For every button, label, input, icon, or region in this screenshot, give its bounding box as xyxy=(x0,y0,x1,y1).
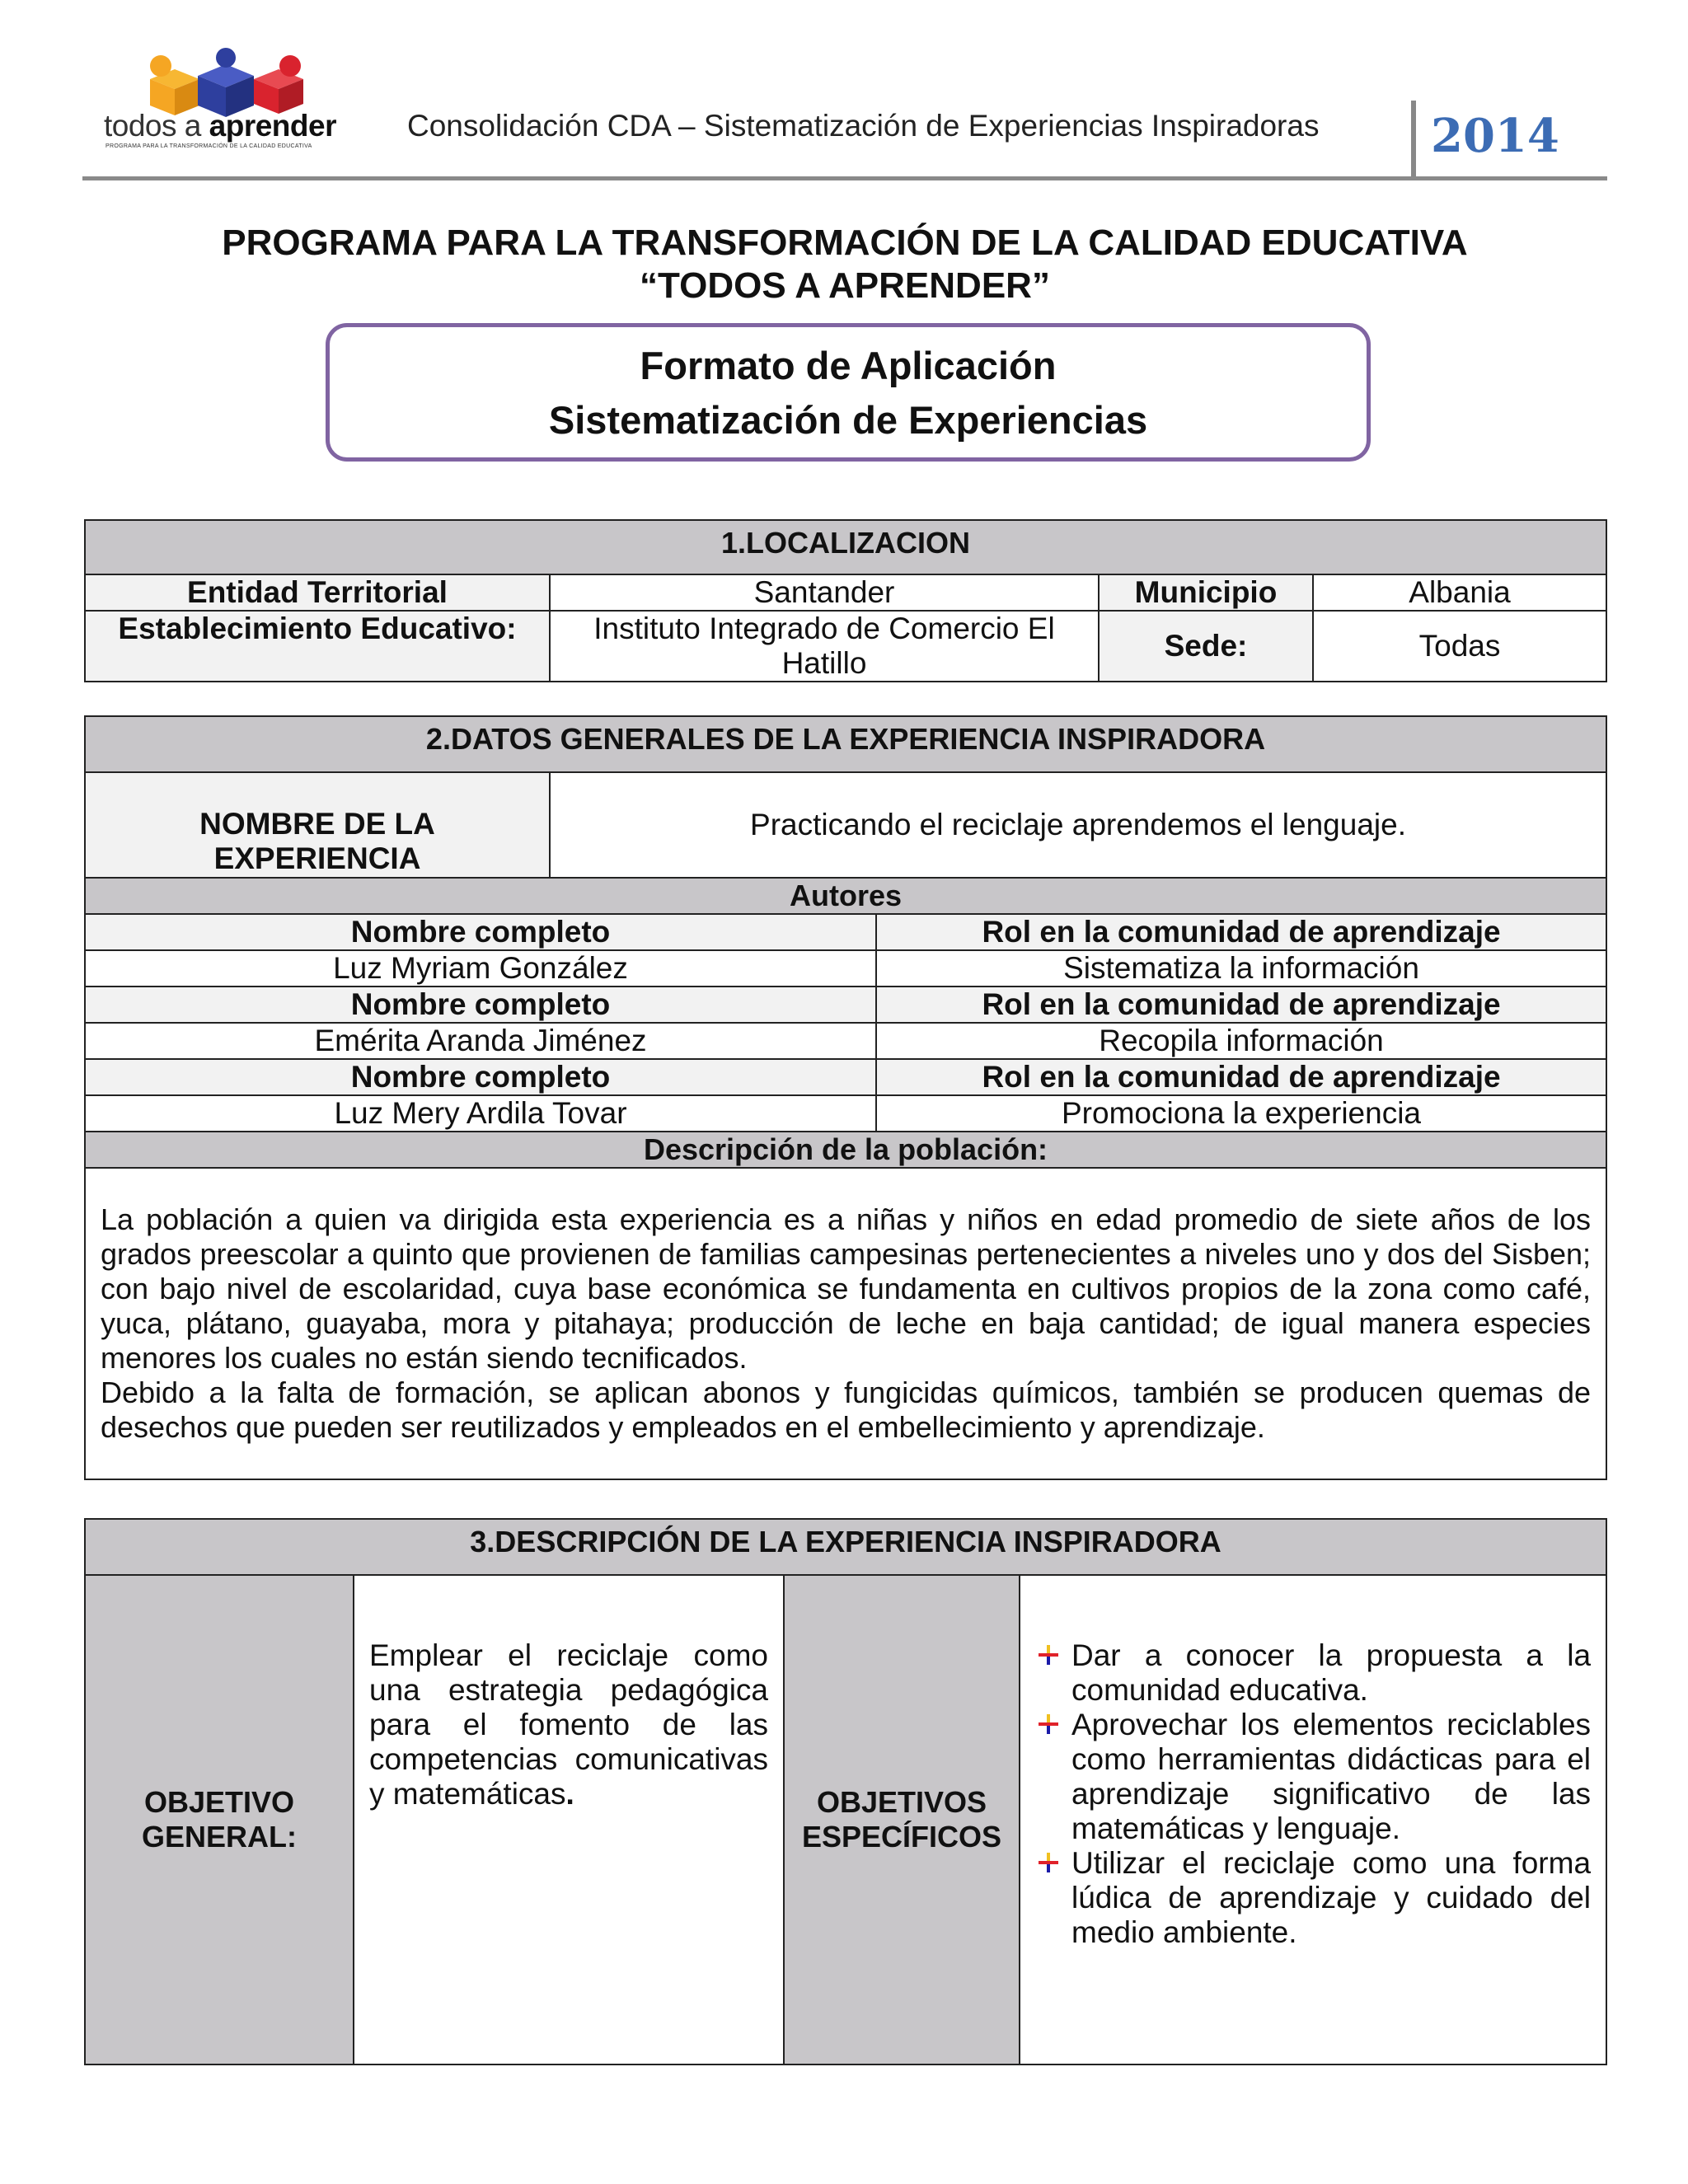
autor-row xyxy=(85,1095,1606,1132)
municipio-value: Albania xyxy=(1313,574,1606,611)
objetivos-especificos-label xyxy=(784,1575,1020,2064)
objetivo-especifico-item xyxy=(1020,1638,1591,1708)
autor-row xyxy=(85,1023,1606,1059)
logo-cube-blue xyxy=(198,48,254,117)
poblacion-description xyxy=(85,1168,1606,1479)
objetivo-general-end: . xyxy=(565,1777,574,1811)
establecimiento-label: Establecimiento Educativo: xyxy=(85,611,550,682)
program-title-line2: “TODOS A APRENDER” xyxy=(640,265,1050,306)
objetivo-general-label xyxy=(85,1575,354,2064)
autor-nombre: Luz Mery Ardila Tovar xyxy=(85,1095,876,1132)
format-title-line2: Sistematización de Experiencias xyxy=(548,398,1148,442)
autor-rol: Sistematiza la información xyxy=(876,950,1606,987)
autor-nombre: Emérita Aranda Jiménez xyxy=(85,1023,876,1059)
header-title: Consolidación CDA – Sistematización de Experiencias Inspiradoras xyxy=(407,109,1320,143)
municipio-label: Municipio xyxy=(1099,574,1313,611)
descripcion-table xyxy=(84,1518,1607,2065)
descripcion-title: 3.DESCRIPCIÓN DE LA EXPERIENCIA INSPIRADORA xyxy=(85,1519,1606,1575)
localizacion-table xyxy=(84,519,1607,682)
plus-bullet-icon xyxy=(1037,1713,1060,1736)
header-rule xyxy=(82,176,1607,180)
program-title-line1: PROGRAMA PARA LA TRANSFORMACIÓN DE LA CALIDAD EDUCATIVA xyxy=(222,223,1468,263)
localizacion-title: 1.LOCALIZACION xyxy=(85,520,1606,574)
entidad-value: Santander xyxy=(550,574,1099,611)
autor-row xyxy=(85,950,1606,987)
sede-value: Todas xyxy=(1313,611,1606,682)
objetivo-especifico-text: Utilizar el reciclaje como una forma lúdica de aprendizaje y cuidado del medio ambiente. xyxy=(1071,1846,1592,1949)
header-separator xyxy=(1411,101,1416,180)
autor-rol: Promociona la experiencia xyxy=(876,1095,1606,1132)
objetivo-especifico-text: Aprovechar los elementos reciclables como herramientas didácticas para el aprendizaje significativo de las matemáticas y lenguaje. xyxy=(1071,1708,1592,1845)
objetivos-especificos-label-line1: OBJETIVOS xyxy=(816,1785,987,1819)
objetivo-especifico-text: Dar a conocer la propuesta a la comunidad educativa. xyxy=(1071,1638,1592,1707)
col-nombre-header: Nombre completo xyxy=(85,987,876,1023)
objetivo-especifico-item xyxy=(1020,1846,1591,1950)
logo-cube-orange xyxy=(150,55,199,115)
format-title-box xyxy=(326,323,1371,462)
autor-rol: Recopila información xyxy=(876,1023,1606,1059)
poblacion-paragraph-1: La población a quien va dirigida esta experiencia es a niñas y niños en edad promedio de siete años de los grados preescolar a quinto que provienen de familias campesinas pertenecientes a niveles uno y dos del Sisben; con bajo nivel de escolaridad, cuya base económica se fundamenta en cultivos propios de la zona como café, yuca, plátano, guayaba, mora y pitahaya; producción de leche en baja cantidad; de igual manera especies menores los cuales no están siendo tecnificados. xyxy=(101,1202,1592,1375)
plus-bullet-icon xyxy=(1037,1851,1060,1874)
header-year: 2014 xyxy=(1431,109,1559,163)
logo-text: todos a aprender xyxy=(104,109,336,143)
col-nombre-header: Nombre completo xyxy=(85,914,876,950)
logo-cube-red xyxy=(254,55,303,114)
objetivo-general-body: Emplear el reciclaje como una estrategia pedagógica para el fomento de las competencias comunicativas y matemáticas xyxy=(369,1638,768,1811)
objetivo-general-label-line2: GENERAL: xyxy=(142,1820,297,1854)
establecimiento-value: Instituto Integrado de Comercio El Hatillo xyxy=(550,611,1099,682)
col-rol-header: Rol en la comunidad de aprendizaje xyxy=(876,1059,1606,1095)
datos-generales-table xyxy=(84,715,1607,1480)
plus-bullet-icon xyxy=(1037,1643,1060,1666)
objetivo-general-text xyxy=(354,1575,784,2064)
objetivos-especificos-list xyxy=(1020,1575,1606,2064)
objetivo-general-label-line1: OBJETIVO xyxy=(143,1785,295,1819)
format-title-line1: Formato de Aplicación xyxy=(640,344,1057,387)
autores-label: Autores xyxy=(85,878,1606,914)
objetivos-especificos-label-line2: ESPECÍFICOS xyxy=(801,1820,1002,1854)
poblacion-label: Descripción de la población: xyxy=(85,1132,1606,1168)
entidad-label: Entidad Territorial xyxy=(85,574,550,611)
datos-generales-title: 2.DATOS GENERALES DE LA EXPERIENCIA INSPIRADORA xyxy=(85,716,1606,772)
nombre-experiencia-value: Practicando el reciclaje aprendemos el lenguaje. xyxy=(550,772,1606,878)
col-nombre-header: Nombre completo xyxy=(85,1059,876,1095)
autor-nombre: Luz Myriam González xyxy=(85,950,876,987)
sede-label: Sede: xyxy=(1099,611,1313,682)
poblacion-paragraph-2: Debido a la falta de formación, se aplican abonos y fungicidas químicos, también se producen quemas de desechos que pueden ser reutilizados y empleados en el embellecimiento y aprendizaje. xyxy=(101,1376,1592,1444)
col-rol-header: Rol en la comunidad de aprendizaje xyxy=(876,987,1606,1023)
nombre-experiencia-label: NOMBRE DE LA EXPERIENCIA xyxy=(85,772,550,878)
objetivo-especifico-item xyxy=(1020,1708,1591,1846)
logo-subtitle: PROGRAMA PARA LA TRANSFORMACIÓN DE LA CALIDAD EDUCATIVA xyxy=(106,143,312,149)
col-rol-header: Rol en la comunidad de aprendizaje xyxy=(876,914,1606,950)
